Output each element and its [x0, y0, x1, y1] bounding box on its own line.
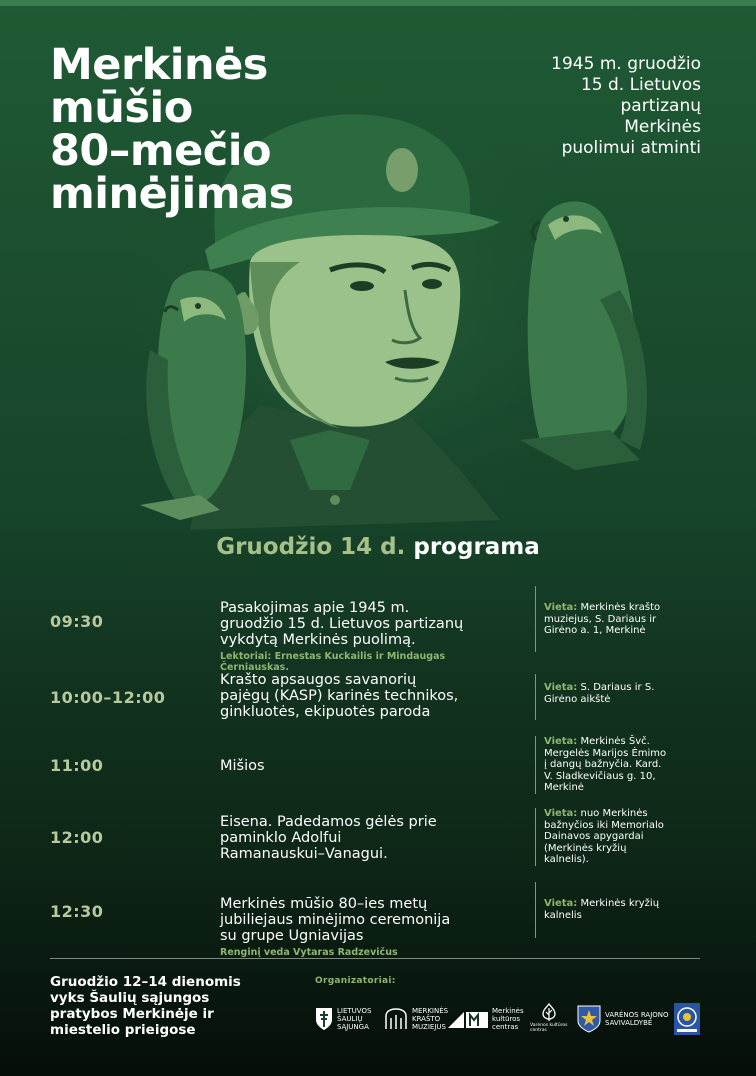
- exercise-note: Gruodžio 12–14 dienomis vyks Šaulių sąjungos pratybos Merkinėje ir miestelio prieigose: [50, 974, 241, 1038]
- venue-text: Merkinės krašto muziejus, S. Dariaus ir Girėno a. 1, Merkinė: [544, 602, 661, 636]
- event-description-text: Merkinės mūšio 80–ies metų jubiliejaus minėjimo ceremonija su grupe Ugniavijas: [220, 896, 451, 944]
- event-venue: [544, 602, 709, 637]
- event-time: 10:00–12:00: [50, 688, 166, 707]
- venue-label: Vieta:: [544, 898, 578, 909]
- organizers-label: Organizatoriai:: [315, 976, 396, 986]
- event-description: Eisena. Padedamos gėlės prie paminklo Adolfui Ramanauskui–Vanagui.: [220, 814, 437, 862]
- event-divider: [535, 882, 536, 938]
- event-time: 11:00: [50, 756, 104, 775]
- program-word: programa: [413, 534, 540, 560]
- program-date: Gruodžio 14 d.: [216, 534, 406, 560]
- logo-sauliu-sajunga: [315, 1002, 371, 1036]
- poster-title: Merkinės mūšio 80–mečio minėjimas: [50, 40, 294, 219]
- museum-arch-icon: [384, 1007, 408, 1031]
- m-letter-icon: [448, 1008, 488, 1030]
- event-host: Renginį veda Vytaras Radzevičus: [220, 947, 398, 958]
- venue-text: nuo Merkinės bažnyčios iki Memorialo Dainavos apygardai (Merkinės kryžių kalnelis).: [544, 808, 664, 865]
- logo-round-seal: [674, 1002, 700, 1036]
- venue-text: Merkinės kryžių kalnelis: [544, 898, 660, 921]
- event-lecturers: Lektoriai: Ernestas Kuckailis ir Mindaugas Černiauskas.: [220, 651, 446, 673]
- right-hawk: [520, 201, 647, 470]
- event-description-text: Pasakojimas apie 1945 m. gruodžio 15 d. Lietuvos partizanų vykdytą Merkinės puolimą.: [220, 600, 464, 648]
- event-time: 12:30: [50, 902, 104, 921]
- logo-text: MERKINĖS KRAŠTO MUZIEJUS: [412, 1007, 449, 1031]
- poster-subtitle: 1945 m. gruodžio 15 d. Lietuvos partizanų Merkinės puolimui atminti: [551, 54, 701, 158]
- event-row: [50, 584, 700, 673]
- event-divider: [535, 808, 536, 866]
- event-divider: [535, 736, 536, 794]
- event-description: Krašto apsaugos savanorių pajėgų (KASP) karinės technikos, ginkluotės, ekipuotės paroda: [220, 672, 459, 720]
- venue-label: Vieta:: [544, 808, 578, 819]
- tree-emblem-icon: [539, 1002, 559, 1022]
- event-time: 12:00: [50, 828, 104, 847]
- footer-divider: [50, 958, 700, 959]
- coat-of-arms-icon: [577, 1005, 601, 1033]
- event-row: [50, 808, 700, 866]
- logo-text: VARĖNOS RAJONO SAVIVALDYBĖ: [605, 1011, 669, 1027]
- event-venue: [544, 682, 709, 705]
- venue-label: Vieta:: [544, 736, 578, 747]
- logo-text: Merkinės kultūros centras: [492, 1007, 524, 1031]
- venue-text: Merkinės Švč. Mergelės Marijos Ėmimo į dangų bažnyčia. Kard. V. Sladkevičiaus g. 10, Merkinė: [544, 736, 667, 793]
- logo-merkines-muziejus: [384, 1002, 448, 1036]
- logo-varenos-kulturos-centras: [530, 1002, 568, 1036]
- logo-text: Varėnos kultūros centras: [530, 1023, 568, 1033]
- program-heading: [0, 534, 756, 560]
- event-venue: [544, 898, 709, 921]
- event-description: [220, 880, 530, 974]
- event-row: [50, 736, 700, 794]
- logo-text: LIETUVOS ŠAULIŲ SĄJUNGA: [337, 1007, 372, 1031]
- event-venue: [544, 736, 709, 794]
- venue-label: Vieta:: [544, 602, 578, 613]
- event-time: 09:30: [50, 612, 104, 631]
- event-description: Mišios: [220, 758, 265, 774]
- logo-merkines-kulturos-centras: [448, 1002, 524, 1036]
- round-seal-icon: [674, 1003, 700, 1035]
- event-row: [50, 672, 700, 724]
- venue-label: Vieta:: [544, 682, 578, 693]
- venue-text: S. Dariaus ir S. Girėno aikštė: [544, 682, 655, 705]
- event-divider: [535, 674, 536, 720]
- event-venue: [544, 808, 709, 866]
- double-cross-shield-icon: [315, 1007, 333, 1031]
- event-row: [50, 880, 700, 958]
- event-divider: [535, 586, 536, 652]
- logo-varenos-savivaldybe: [577, 1002, 669, 1036]
